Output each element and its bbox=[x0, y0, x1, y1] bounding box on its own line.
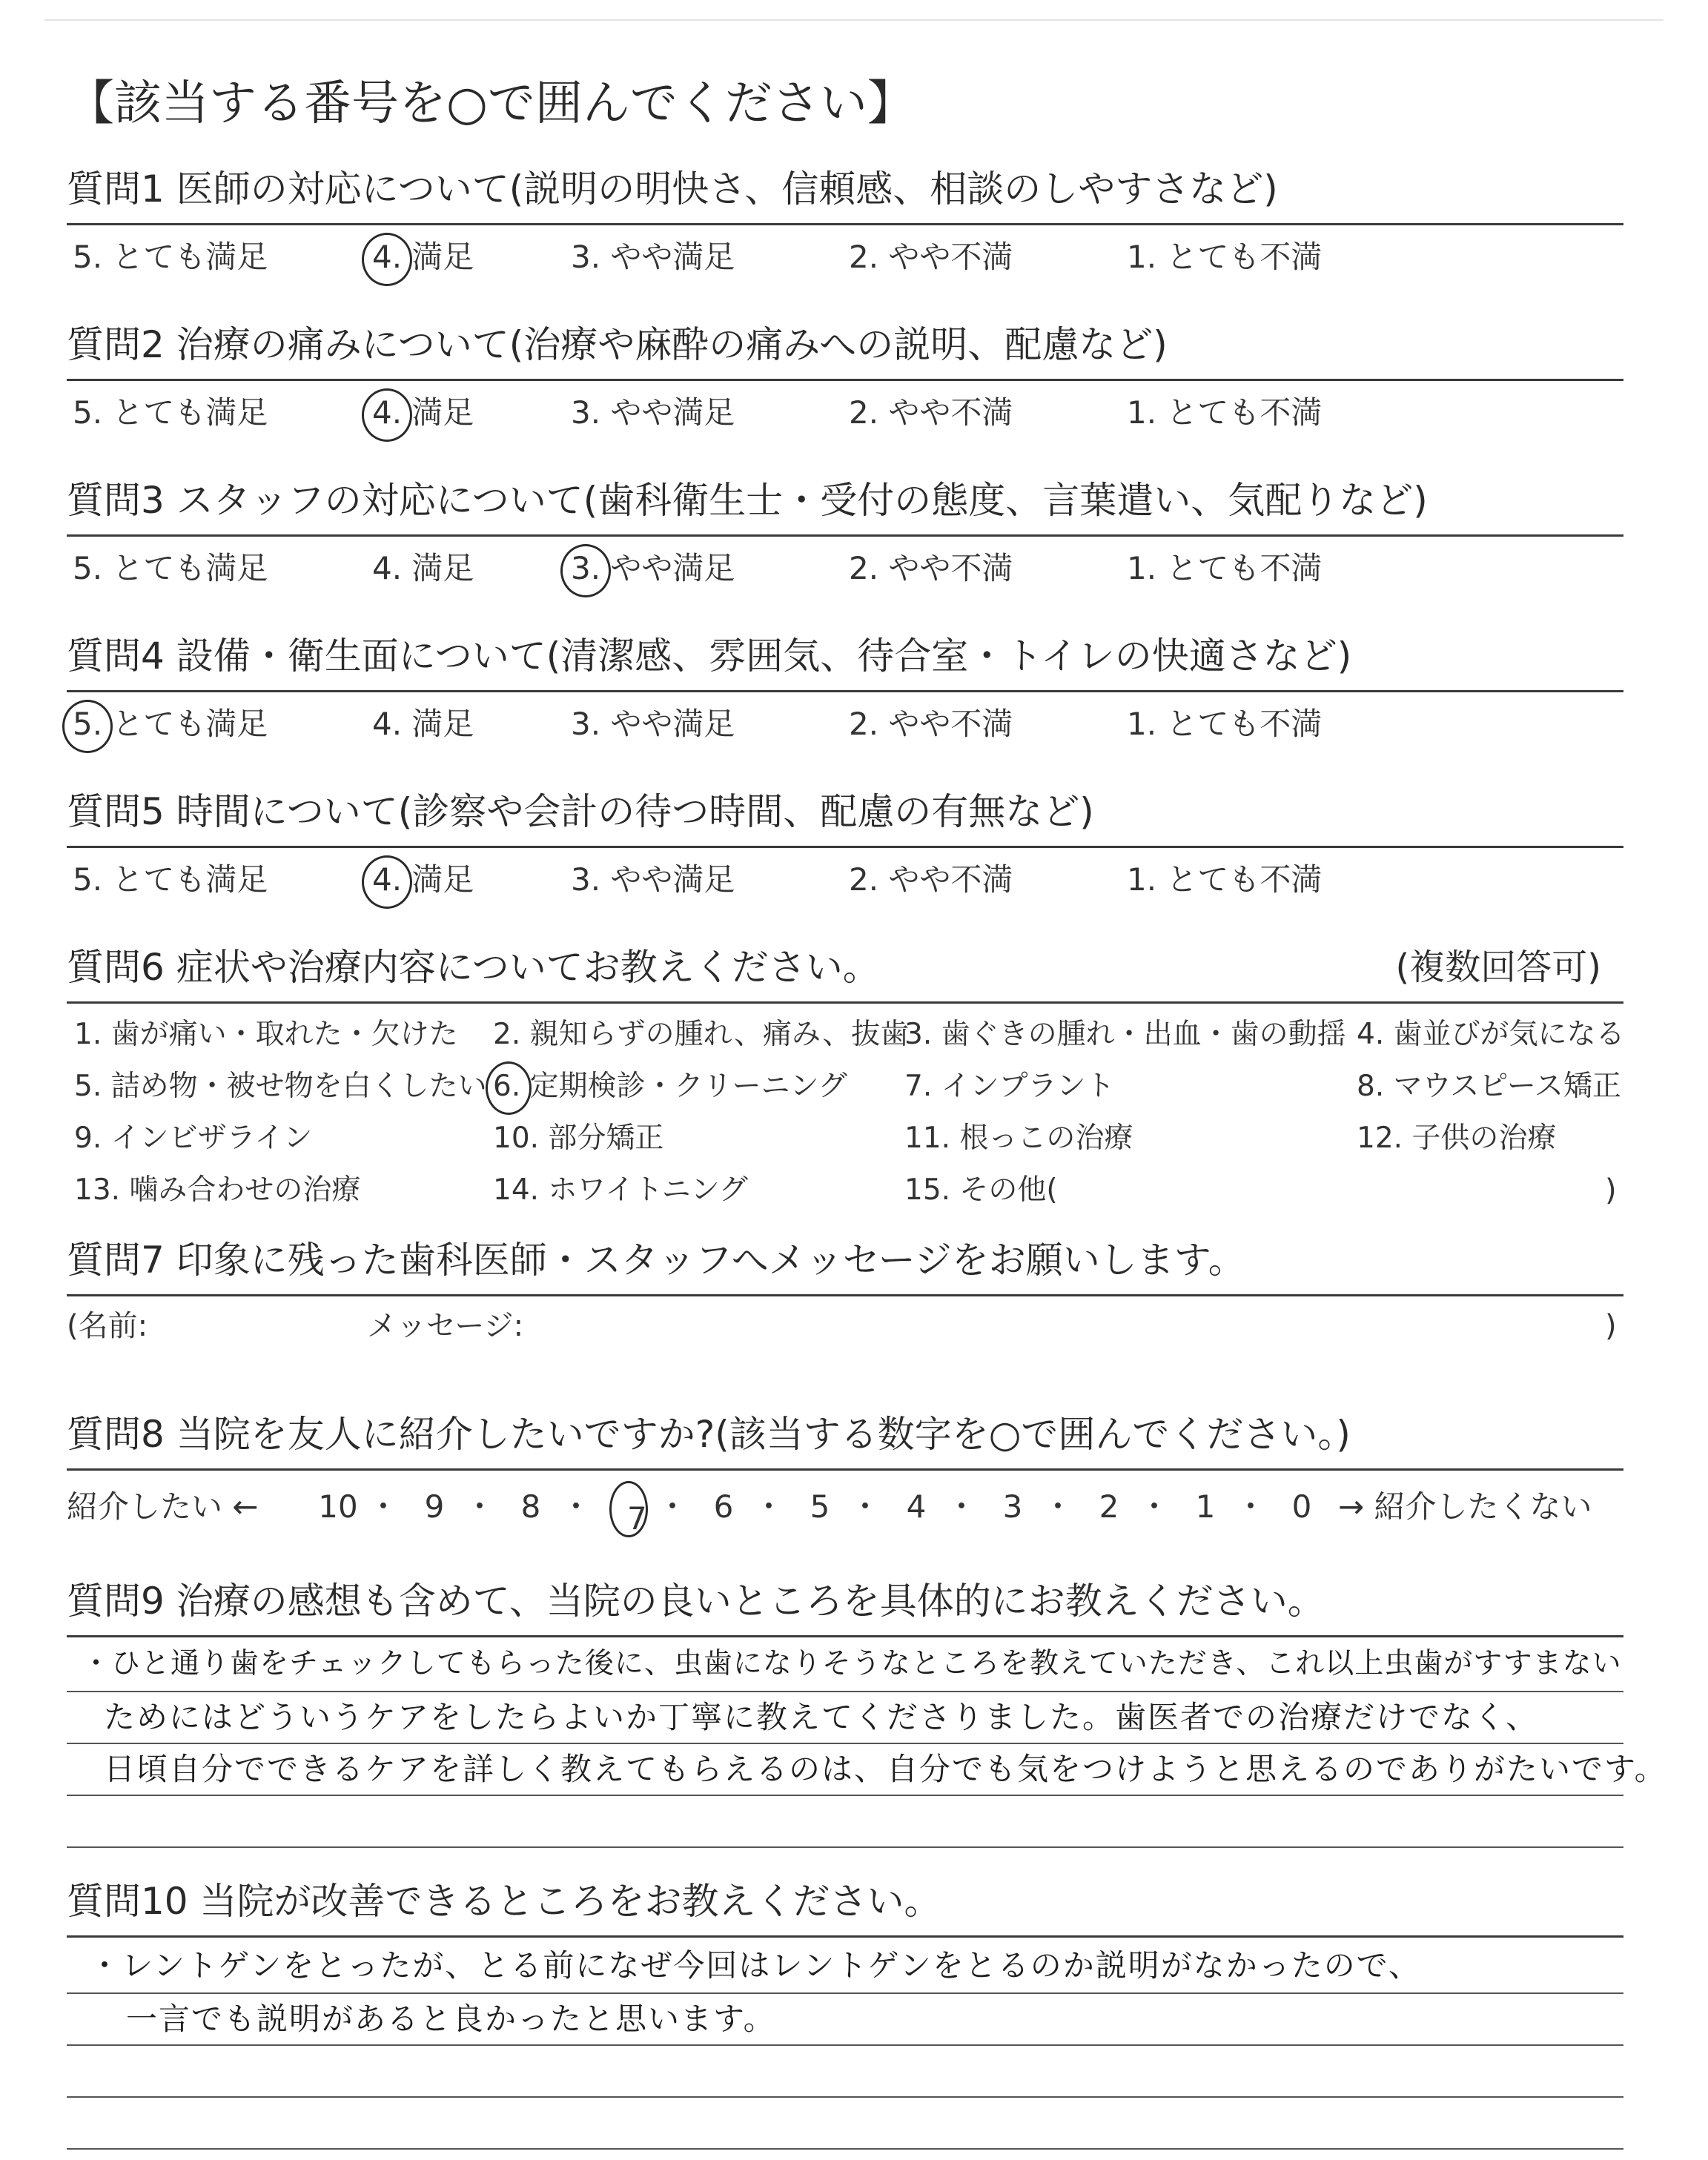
rating-option-1[interactable]: 1. とても不満 bbox=[1127, 239, 1323, 275]
handwritten-answer-line: ・レントゲンをとったが、とる前になぜ今回はレントゲンをとるのか説明がなかったので、 bbox=[89, 1947, 1421, 1984]
ruled-line bbox=[67, 2044, 1623, 2046]
answer-lines bbox=[67, 1938, 1623, 2160]
scale-separator: ・ bbox=[946, 1488, 978, 1525]
question-label: 質問10 当院が改善できるところをお教えください。 bbox=[67, 1880, 941, 1923]
question-2 bbox=[67, 308, 1623, 448]
rating-option-1[interactable]: 1. とても不満 bbox=[1127, 550, 1323, 586]
other-close-paren: ) bbox=[1605, 1173, 1617, 1207]
symptom-option-5[interactable]: 5. 詰め物・被せ物を白くしたい bbox=[74, 1070, 487, 1103]
question-heading bbox=[67, 1864, 1623, 1938]
question-4 bbox=[67, 619, 1623, 759]
question-label: 質問2 治療の痛みについて(治療や麻酔の痛みへの説明、配慮など) bbox=[67, 323, 1168, 366]
question-heading bbox=[67, 308, 1623, 381]
rating-option-3[interactable]: 3. やや満足 bbox=[571, 706, 735, 742]
question-label: 質問9 治療の感想も含めて、当院の良いところを具体的にお教えください。 bbox=[67, 1580, 1325, 1623]
rating-option-5[interactable]: 5. とても満足 bbox=[73, 550, 268, 586]
multiple-answer-note: (複数回答可) bbox=[1395, 947, 1601, 988]
rating-option-2[interactable]: 2. やや不満 bbox=[849, 550, 1013, 586]
symptom-option-6[interactable]: 6. 定期検診・クリーニング bbox=[493, 1064, 847, 1109]
rating-option-4[interactable]: 4. 満足 bbox=[372, 706, 474, 742]
rating-option-4[interactable]: 4. 満足 bbox=[372, 550, 474, 586]
rating-option-2[interactable]: 2. やや不満 bbox=[849, 394, 1013, 431]
scale-option-4[interactable]: 4 bbox=[906, 1488, 927, 1525]
question-6 bbox=[67, 930, 1623, 1219]
rating-option-5[interactable]: 5. とても満足 bbox=[73, 239, 268, 275]
question-label: 質問6 症状や治療内容についてお教えください。 bbox=[67, 946, 880, 989]
scale-option-8[interactable]: 8 bbox=[520, 1488, 541, 1525]
rating-option-4[interactable]: 4. 満足 bbox=[372, 231, 474, 283]
rating-option-5[interactable]: 5. とても満足 bbox=[73, 394, 268, 431]
rating-options bbox=[67, 381, 1623, 448]
symptom-option-7[interactable]: 7. インプラント bbox=[904, 1070, 1115, 1103]
rating-option-3[interactable]: 3. やや満足 bbox=[571, 239, 735, 275]
question-label: 質問3 スタッフの対応について(歯科衛生士・受付の態度、言葉遣い、気配りなど) bbox=[67, 479, 1428, 522]
message-row bbox=[67, 1296, 1623, 1356]
symptom-option-10[interactable]: 10. 部分矯正 bbox=[493, 1122, 664, 1155]
rating-option-2[interactable]: 2. やや不満 bbox=[849, 706, 1013, 742]
scale-separator: ・ bbox=[1139, 1488, 1171, 1525]
handwritten-answer-line: 日頃自分でできるケアを詳しく教えてもらえるのは、自分でも気をつけようと思えるのでありがたいです。 bbox=[104, 1751, 1667, 1787]
question-3 bbox=[67, 463, 1623, 603]
symptom-option-8[interactable]: 8. マウスピース矯正 bbox=[1357, 1070, 1621, 1103]
symptom-option-13[interactable]: 13. 噛み合わせの治療 bbox=[74, 1173, 361, 1207]
symptom-options bbox=[67, 1004, 1623, 1219]
scale-separator: ・ bbox=[850, 1488, 881, 1525]
question-heading bbox=[67, 463, 1623, 537]
scale-option-1[interactable]: 1 bbox=[1195, 1488, 1216, 1525]
top-border bbox=[44, 19, 1664, 21]
rating-options bbox=[67, 225, 1623, 292]
scale-option-0[interactable]: 0 bbox=[1291, 1488, 1312, 1525]
rating-option-5[interactable]: 5. とても満足 bbox=[73, 861, 268, 898]
name-label: (名前: bbox=[67, 1309, 148, 1343]
referral-scale: 紹介したい ← 10 ・ 9 ・ 8 ・ 7 ・ 6 ・ 5 ・ 4 ・ 3 ・ 2 ・ 1 ・ 0 → 紹介したくない bbox=[67, 1471, 1623, 1545]
question-8 bbox=[67, 1397, 1623, 1545]
scale-option-9[interactable]: 9 bbox=[424, 1488, 445, 1525]
scale-separator: ・ bbox=[1042, 1488, 1074, 1525]
question-10 bbox=[67, 1864, 1623, 2160]
scale-option-3[interactable]: 3 bbox=[1002, 1488, 1023, 1525]
question-heading bbox=[67, 1223, 1623, 1296]
symptom-option-11[interactable]: 11. 根っこの治療 bbox=[904, 1122, 1133, 1155]
symptom-option-3[interactable]: 3. 歯ぐきの腫れ・出血・歯の動揺 bbox=[904, 1018, 1346, 1051]
handwritten-answer-line: 一言でも説明があると良かったと思います。 bbox=[126, 2001, 776, 2037]
question-1 bbox=[67, 152, 1623, 292]
ruled-line bbox=[67, 1691, 1623, 1692]
question-5 bbox=[67, 775, 1623, 915]
rating-option-1[interactable]: 1. とても不満 bbox=[1127, 706, 1323, 742]
rating-option-3[interactable]: 3. やや満足 bbox=[571, 861, 735, 898]
question-heading bbox=[67, 775, 1623, 848]
rating-option-2[interactable]: 2. やや不満 bbox=[849, 861, 1013, 898]
handwritten-answer-line: ためにはどういうケアをしたらよいか丁寧に教えてくださりました。歯医者での治療だけでなく、 bbox=[104, 1699, 1539, 1735]
ruled-line bbox=[67, 2148, 1623, 2150]
scale-option-6[interactable]: 6 bbox=[713, 1488, 734, 1525]
symptom-option-12[interactable]: 12. 子供の治療 bbox=[1357, 1122, 1557, 1155]
rating-options bbox=[67, 537, 1623, 603]
symptom-option-14[interactable]: 14. ホワイトニング bbox=[493, 1173, 748, 1207]
rating-options bbox=[67, 692, 1623, 759]
scale-separator: ・ bbox=[1235, 1488, 1267, 1525]
question-7 bbox=[67, 1223, 1623, 1356]
ruled-line bbox=[67, 1846, 1623, 1848]
ruled-line bbox=[67, 1992, 1623, 1994]
scale-option-2[interactable]: 2 bbox=[1099, 1488, 1119, 1525]
symptom-option-1[interactable]: 1. 歯が痛い・取れた・欠けた bbox=[74, 1018, 458, 1051]
rating-option-1[interactable]: 1. とても不満 bbox=[1127, 861, 1323, 898]
handwritten-answer-line: ・ひと通り歯をチェックしてもらった後に、虫歯になりそうなところを教えていただき、これ以上虫歯がすすまない bbox=[82, 1647, 1622, 1680]
scale-separator: ・ bbox=[753, 1488, 785, 1525]
rating-option-4[interactable]: 4. 満足 bbox=[372, 387, 474, 439]
symptom-option-9[interactable]: 9. インビザライン bbox=[74, 1122, 313, 1155]
scale-separator: ・ bbox=[368, 1488, 400, 1525]
scale-option-5[interactable]: 5 bbox=[810, 1488, 830, 1525]
scale-left-label: 紹介したい ← bbox=[67, 1488, 259, 1525]
rating-option-5[interactable]: 5. とても満足 bbox=[73, 698, 268, 750]
question-heading bbox=[67, 619, 1623, 692]
question-label: 質問4 設備・衛生面について(清潔感、雰囲気、待合室・トイレの快適さなど) bbox=[67, 635, 1352, 678]
rating-option-2[interactable]: 2. やや不満 bbox=[849, 239, 1013, 275]
rating-options bbox=[67, 848, 1623, 915]
symptom-option-2[interactable]: 2. 親知らずの腫れ、痛み、抜歯 bbox=[493, 1018, 910, 1051]
question-label: 質問5 時間について(診察や会計の待つ時間、配慮の有無など) bbox=[67, 790, 1094, 833]
question-heading bbox=[67, 1564, 1623, 1637]
rating-option-1[interactable]: 1. とても不満 bbox=[1127, 394, 1323, 431]
page-title: 【該当する番号を○で囲んでください】 bbox=[67, 76, 915, 131]
message-close-paren: ) bbox=[1605, 1309, 1617, 1343]
scale-separator: ・ bbox=[657, 1488, 689, 1525]
scale-right-label: → 紹介したくない bbox=[1338, 1488, 1592, 1525]
question-label: 質問7 印象に残った歯科医師・スタッフへメッセージをお願いします。 bbox=[67, 1239, 1245, 1282]
question-heading bbox=[67, 930, 1623, 1004]
ruled-line bbox=[67, 1743, 1623, 1744]
rating-option-3[interactable]: 3. やや満足 bbox=[571, 394, 735, 431]
symptom-option-15[interactable]: 15. その他( bbox=[904, 1173, 1058, 1207]
question-heading bbox=[67, 1397, 1623, 1471]
question-label: 質問1 医師の対応について(説明の明快さ、信頼感、相談のしやすさなど) bbox=[67, 168, 1278, 211]
question-heading bbox=[67, 152, 1623, 225]
rating-option-4[interactable]: 4. 満足 bbox=[372, 854, 474, 906]
question-label: 質問8 当院を友人に紹介したいですか?(該当する数字を○で囲んでください。) bbox=[67, 1413, 1351, 1456]
ruled-line bbox=[67, 2096, 1623, 2098]
scale-separator: ・ bbox=[560, 1488, 592, 1525]
rating-option-3[interactable]: 3. やや満足 bbox=[571, 543, 735, 594]
message-label: メッセージ: bbox=[367, 1309, 524, 1343]
scale-separator: ・ bbox=[464, 1488, 496, 1525]
symptom-option-4[interactable]: 4. 歯並びが気になる bbox=[1357, 1018, 1625, 1051]
ruled-line bbox=[67, 1795, 1623, 1796]
scale-option-10[interactable]: 10 bbox=[318, 1488, 358, 1525]
